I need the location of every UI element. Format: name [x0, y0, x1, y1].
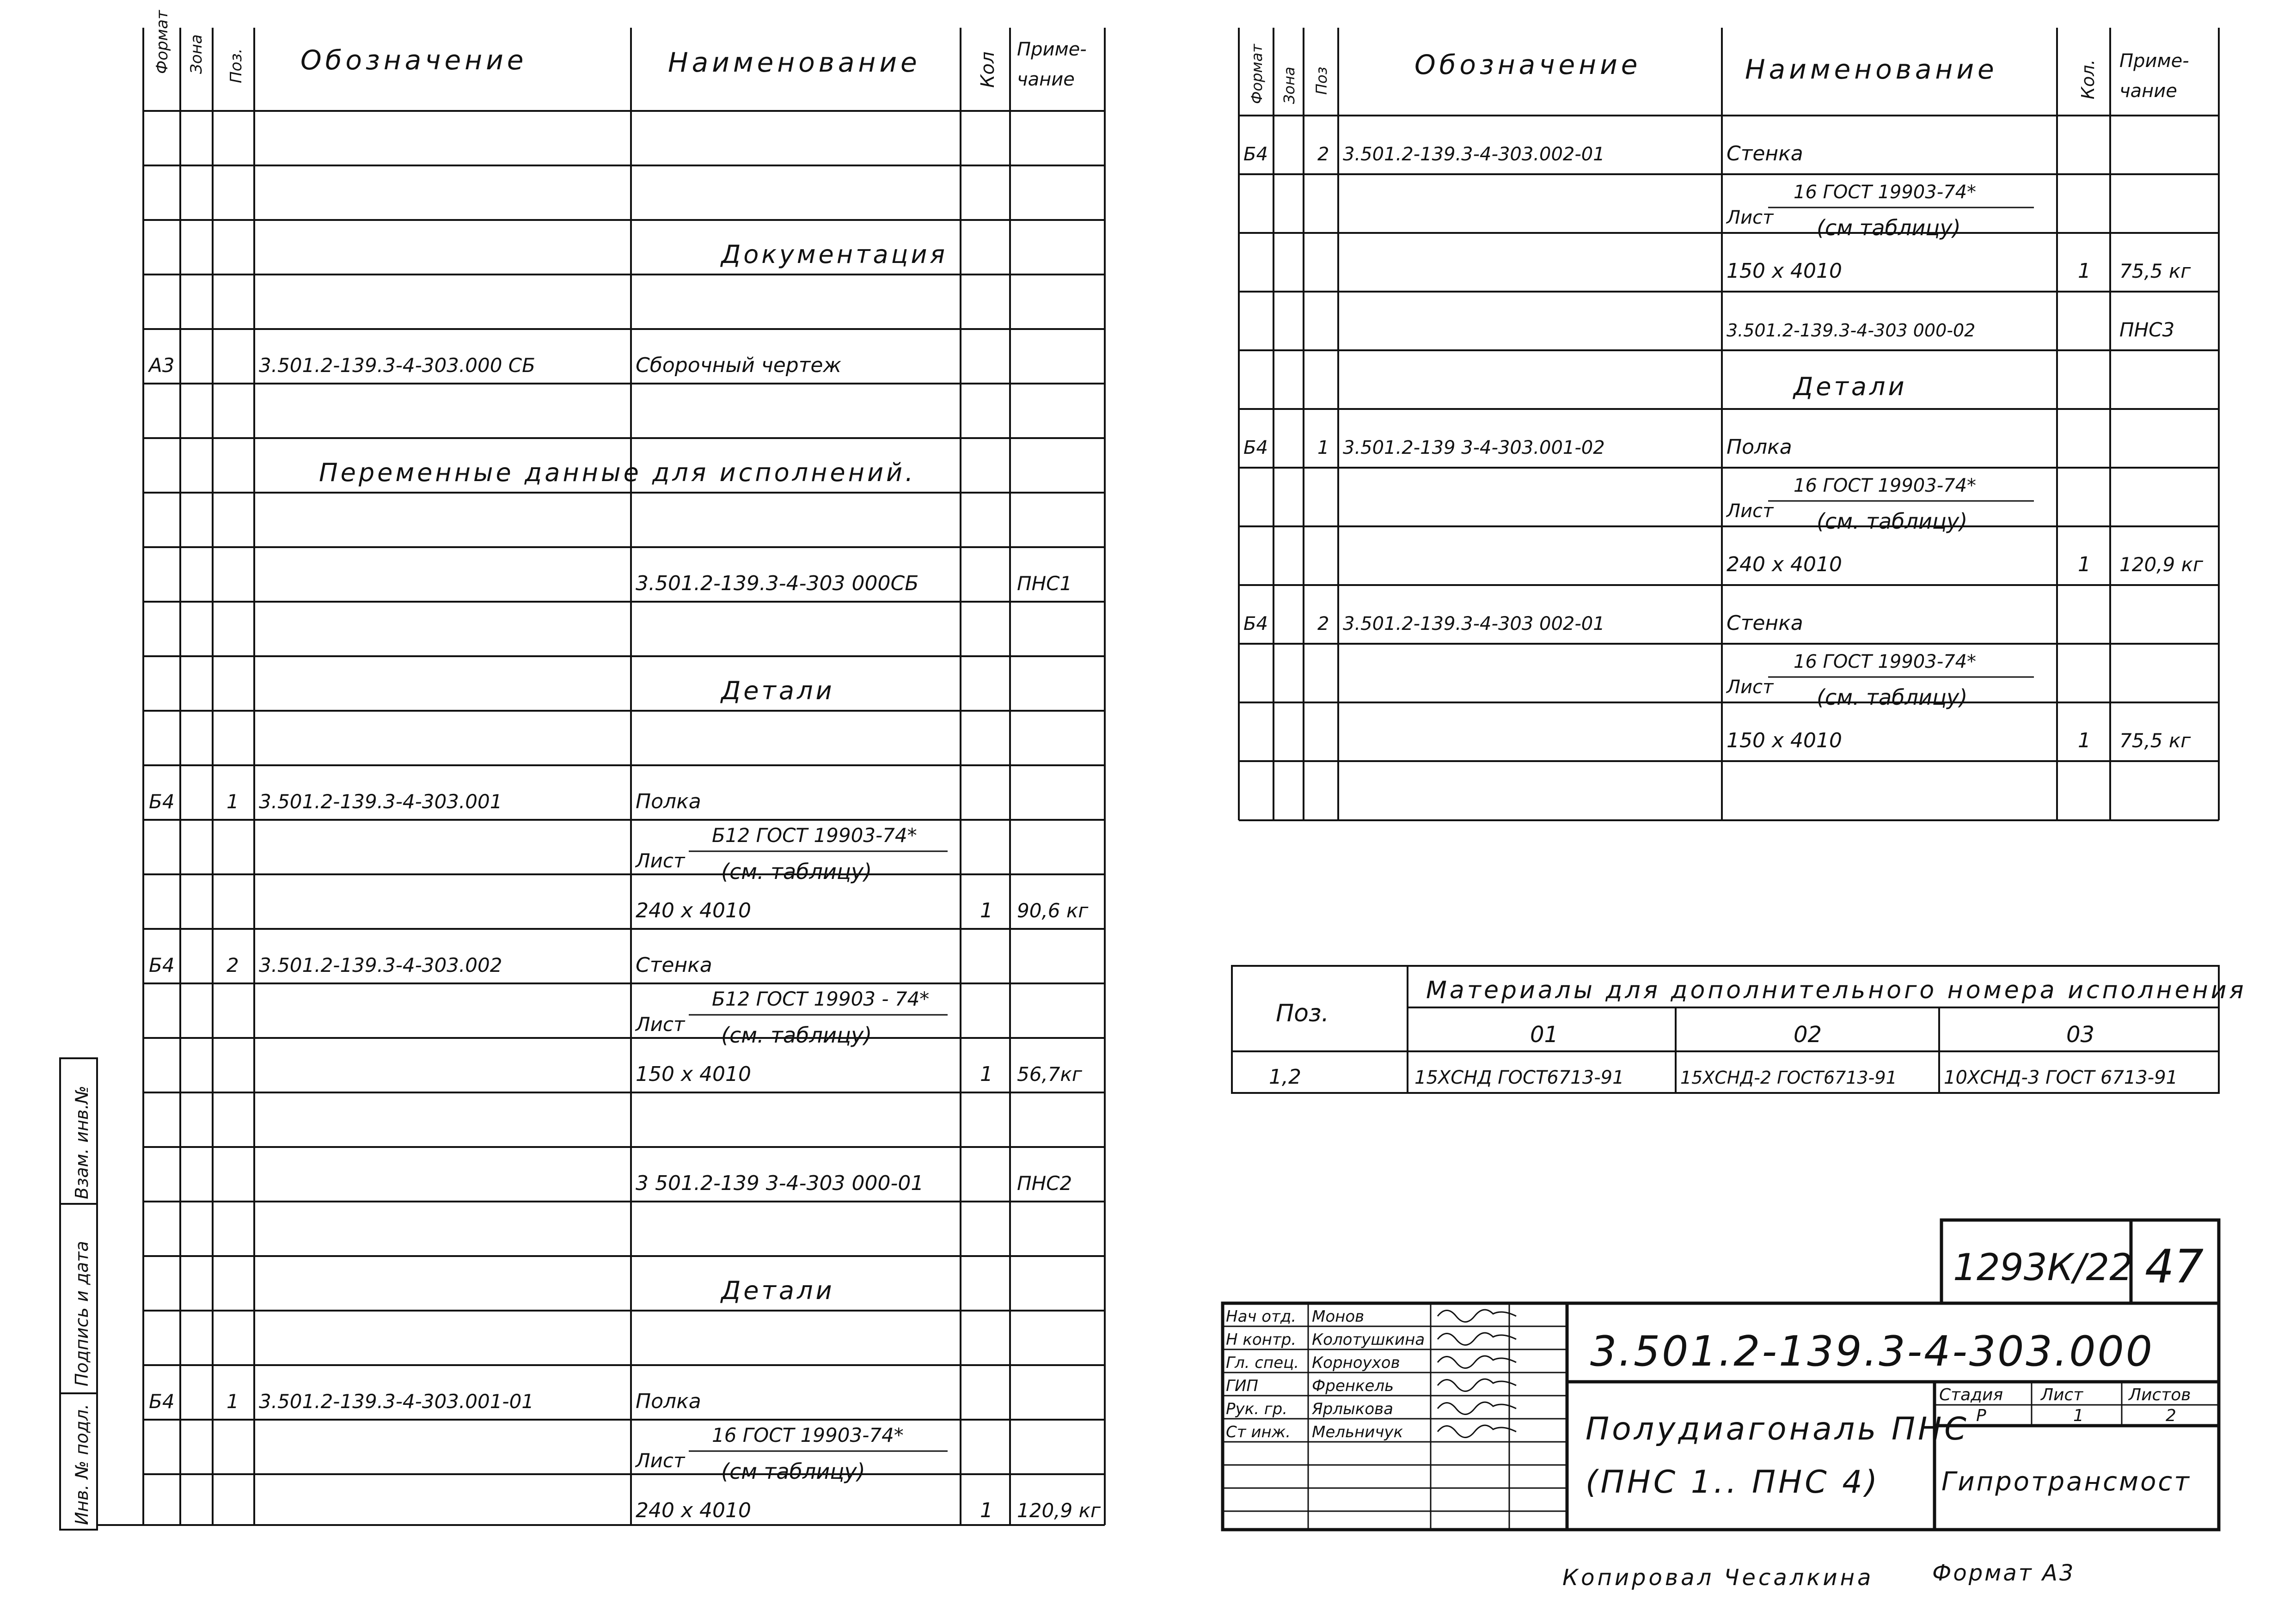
- right-header-pos: Поз: [1313, 67, 1330, 95]
- left-cell-qty: 1: [980, 899, 993, 922]
- left-cell-note: ПНС1: [1017, 572, 1072, 595]
- organization: Гипротрансмост: [1941, 1467, 2191, 1497]
- left-header-designation: Обозначение: [300, 44, 527, 76]
- right-cell-designation: 3.501.2-139 3-4-303.001-02: [1343, 437, 1605, 458]
- staff-name: Корноухов: [1312, 1354, 1400, 1372]
- left-cell-section-heading: Детали: [721, 1276, 835, 1305]
- title-line-1: Полудиагональ ПНС: [1586, 1411, 1969, 1447]
- side-stamp-inv-orig: Инв. № подл.: [72, 1403, 92, 1525]
- staff-role: Нач отд.: [1226, 1307, 1297, 1326]
- right-cell-name: 150 x 4010: [1727, 259, 1842, 283]
- right-cell-format: Б4: [1243, 437, 1268, 458]
- left-cell-name: Сборочный чертеж: [636, 354, 842, 377]
- left-header-name: Наименование: [668, 47, 921, 78]
- left-header-note-2: чание: [1017, 69, 1075, 90]
- materials-row-pos: 1,2: [1269, 1065, 1301, 1089]
- right-header-qty: Кол.: [2078, 59, 2098, 99]
- left-header-zone: Зона: [187, 34, 206, 74]
- left-cell-section-heading: Детали: [721, 676, 835, 705]
- signature-mark: [1438, 1402, 1516, 1414]
- right-cell-format: Б4: [1243, 144, 1268, 165]
- left-cell-name: Лист: [636, 1013, 685, 1036]
- right-cell-pos: 2: [1317, 144, 1329, 165]
- side-stamp-sign-date: Подпись и дата: [72, 1241, 92, 1386]
- right-header-note-2: чание: [2119, 80, 2177, 102]
- right-cell-name: Стенка: [1727, 611, 1803, 635]
- right-cell-designation: 3.501.2-139.3-4-303.002-01: [1343, 144, 1605, 165]
- left-cell-name: Полка: [636, 790, 701, 813]
- left-cell-name: 240 x 4010: [636, 899, 751, 922]
- right-cell-qty: 1: [2078, 259, 2091, 283]
- right-cell-name: 3.501.2-139.3-4-303 000-02: [1727, 320, 1976, 341]
- right-cell-note: ПНС3: [2119, 318, 2175, 341]
- left-cell-qty: 1: [980, 1062, 993, 1086]
- left-cell-designation: 3.501.2-139.3-4-303.002: [259, 954, 502, 976]
- left-cell-note: 120,9 кг: [1017, 1499, 1101, 1522]
- staff-role: Ст инж.: [1226, 1423, 1291, 1441]
- title-block: [1223, 1220, 2219, 1530]
- right-header-format: Формат: [1248, 44, 1266, 104]
- left-cell-pos: 2: [227, 954, 239, 976]
- materials-pos-header: Поз.: [1276, 1000, 1329, 1027]
- right-header-zone: Зона: [1280, 67, 1298, 104]
- sheet-label: Лист: [2041, 1385, 2083, 1404]
- left-cell-section-heading: Переменные данные для исполнений.: [319, 458, 916, 487]
- right-cell-pos: 1: [1317, 437, 1329, 458]
- stage-label: Стадия: [1939, 1385, 2003, 1404]
- right-cell-note: 75,5 кг: [2119, 260, 2191, 282]
- signature-mark: [1438, 1310, 1516, 1322]
- materials-col-02: 02: [1794, 1022, 1822, 1048]
- left-cell-note: 56,7кг: [1017, 1063, 1082, 1086]
- materials-row-03: 10ХСНД-3 ГОСТ 6713-91: [1944, 1067, 2178, 1088]
- left-cell-designation: 3.501.2-139.3-4-303.001-01: [259, 1390, 534, 1413]
- left-cell-section-heading: Документация: [721, 240, 948, 269]
- left-cell-pos: 1: [227, 1390, 239, 1413]
- left-header-note-1: Приме-: [1017, 39, 1087, 60]
- right-cell-name: Лист: [1727, 207, 1774, 228]
- staff-name: Ярлыкова: [1312, 1400, 1393, 1418]
- staff-role: Гл. спец.: [1226, 1354, 1299, 1372]
- staff-name: Мельничук: [1312, 1423, 1403, 1441]
- left-header-format: Формат: [153, 10, 171, 74]
- right-header-designation: Обозначение: [1414, 49, 1641, 80]
- left-cell-designation: 3.501.2-139.3-4-303.000 СБ: [259, 354, 535, 377]
- left-cell-format: А3: [149, 354, 175, 377]
- materials-table: [1232, 966, 2247, 1093]
- right-cell-designation: 3.501.2-139.3-4-303 002-01: [1343, 613, 1605, 635]
- left-cell-name-numerator: Б12 ГОСТ 19903 - 74*: [712, 988, 930, 1010]
- left-header-pos: Поз.: [227, 48, 245, 83]
- right-header-name: Наименование: [1745, 54, 1998, 85]
- right-cell-name-denominator: (см таблицу): [1817, 215, 1961, 240]
- materials-title: Материалы для дополнительного номера исполнения: [1426, 976, 2247, 1004]
- left-cell-name: 150 x 4010: [636, 1062, 751, 1086]
- sheets-label: Листов: [2129, 1385, 2191, 1404]
- signature-mark: [1438, 1379, 1516, 1391]
- right-spec-table: [1239, 28, 2219, 820]
- right-cell-name: 240 x 4010: [1727, 553, 1842, 576]
- left-cell-name-denominator: (см. таблицу): [721, 859, 872, 884]
- left-cell-format: Б4: [149, 954, 175, 976]
- right-cell-name-numerator: 16 ГОСТ 19903-74*: [1794, 651, 1977, 672]
- staff-role: Рук. гр.: [1226, 1400, 1288, 1418]
- staff-name: Монов: [1312, 1307, 1365, 1326]
- staff-name: Колотушкина: [1312, 1330, 1425, 1349]
- right-cell-pos: 2: [1317, 613, 1329, 635]
- page-number: 47: [2145, 1239, 2204, 1294]
- side-stamp-replace-inv: Взам. инв.№: [72, 1086, 92, 1199]
- right-cell-qty: 1: [2078, 553, 2091, 576]
- right-cell-name-numerator: 16 ГОСТ 19903-74*: [1794, 182, 1977, 203]
- right-cell-format: Б4: [1243, 613, 1268, 635]
- left-cell-note: 90,6 кг: [1017, 899, 1089, 922]
- right-cell-name: 150 x 4010: [1727, 729, 1842, 752]
- left-cell-name: Лист: [636, 1449, 685, 1472]
- right-header-note-1: Приме-: [2119, 50, 2189, 72]
- materials-row-01: 15ХСНД ГОСТ6713-91: [1414, 1067, 1624, 1088]
- left-cell-name: Полка: [636, 1390, 701, 1413]
- left-cell-name: Стенка: [636, 953, 712, 977]
- sheets-value: 2: [2166, 1406, 2176, 1425]
- right-cell-name: Лист: [1727, 500, 1774, 522]
- materials-col-03: 03: [2066, 1022, 2095, 1048]
- left-cell-name: 3.501.2-139.3-4-303 000СБ: [636, 572, 919, 595]
- staff-role: ГИП: [1226, 1377, 1258, 1395]
- left-cell-name: 240 x 4010: [636, 1499, 751, 1522]
- left-cell-pos: 1: [227, 790, 239, 813]
- left-cell-designation: 3.501.2-139.3-4-303.001: [259, 790, 502, 813]
- left-cell-note: ПНС2: [1017, 1172, 1072, 1195]
- right-cell-note: 75,5 кг: [2119, 729, 2191, 752]
- side-stamp: [60, 1058, 1105, 1530]
- signature-mark: [1438, 1356, 1516, 1368]
- left-cell-name-denominator: (см таблицу): [721, 1459, 865, 1484]
- staff-role: Н контр.: [1226, 1330, 1297, 1349]
- left-cell-name: 3 501.2-139 3-4-303 000-01: [636, 1171, 924, 1195]
- left-cell-name-numerator: Б12 ГОСТ 19903-74*: [712, 824, 917, 847]
- left-spec-table: [143, 10, 1105, 1525]
- right-cell-name: Стенка: [1727, 142, 1803, 165]
- album-number: 1293К/22: [1953, 1246, 2133, 1289]
- left-cell-name-denominator: (см. таблицу): [721, 1023, 872, 1048]
- copied-by: Копировал Чесалкина: [1562, 1565, 1874, 1591]
- signature-mark: [1438, 1425, 1516, 1437]
- right-cell-name: Лист: [1727, 677, 1774, 698]
- materials-col-01: 01: [1530, 1022, 1559, 1048]
- title-line-2: (ПНС 1.. ПНС 4): [1586, 1464, 1880, 1501]
- left-cell-name-numerator: 16 ГОСТ 19903-74*: [712, 1424, 904, 1446]
- right-cell-qty: 1: [2078, 729, 2091, 752]
- materials-row-02: 15ХСНД-2 ГОСТ6713-91: [1680, 1068, 1897, 1088]
- staff-name: Френкель: [1312, 1377, 1394, 1395]
- left-cell-format: Б4: [149, 790, 175, 813]
- stage-value: Р: [1976, 1406, 1986, 1425]
- sheet-format: Формат А3: [1932, 1560, 2076, 1586]
- left-header-qty: Кол: [977, 51, 998, 88]
- right-cell-name-denominator: (см. таблицу): [1817, 685, 1968, 710]
- right-cell-name-numerator: 16 ГОСТ 19903-74*: [1794, 475, 1977, 496]
- right-cell-section-heading: Детали: [1794, 372, 1907, 401]
- sheet-value: 1: [2073, 1406, 2084, 1425]
- drawing-code: 3.501.2-139.3-4-303.000: [1590, 1327, 2155, 1376]
- signature-mark: [1438, 1333, 1516, 1345]
- left-cell-format: Б4: [149, 1390, 175, 1413]
- right-cell-name: Полка: [1727, 435, 1792, 459]
- left-cell-name: Лист: [636, 849, 685, 872]
- right-cell-note: 120,9 кг: [2119, 553, 2204, 576]
- right-cell-name-denominator: (см. таблицу): [1817, 509, 1968, 534]
- left-cell-qty: 1: [980, 1499, 993, 1522]
